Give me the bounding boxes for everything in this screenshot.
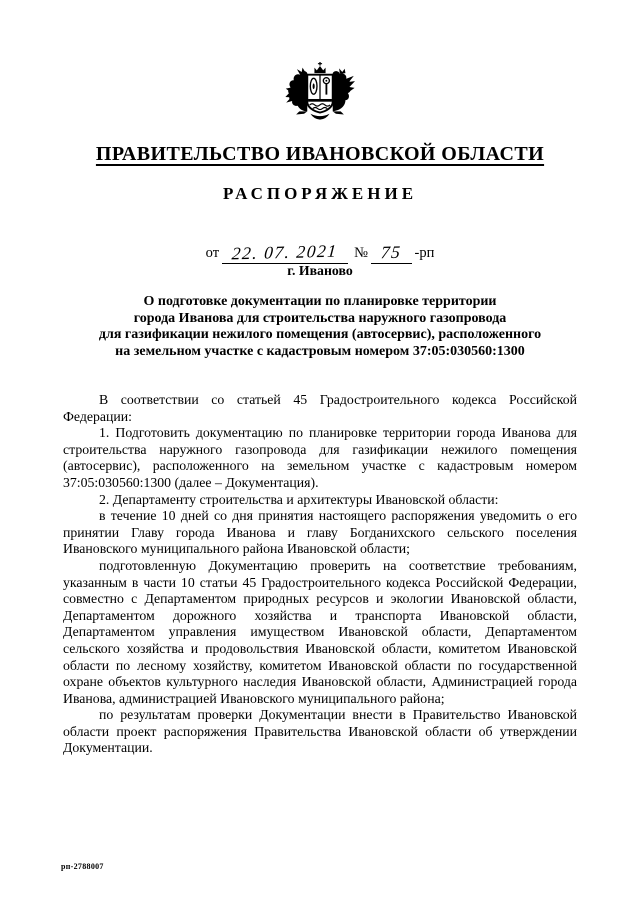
paragraph-review: подготовленную Документацию проверить на соответствие требованиям, указанным в части 10 статьи 45 Градостроительного кодекса Российской Федерации, совместно с Департаментом природных ресурсов и экологии Ивановской области, Департаментом дорожного хозяйства и транспорта Ивановской области, Департаментом управления имуществом Ивановской области, Департаментом сельского хозяйства и продовольствия Ивановской области, комитетом Ивановской области по лесному хозяйству, комитетом Ивановской области по государственной охране объектов культурного наследия Ивановской области, Администрацией города Иванова, администрацией Ивановского муниципального района; (63, 557, 577, 706)
title-line: города Иванова для строительства наружного газопровода (133, 310, 507, 326)
title-line: О подготовке документации по планировке территории (143, 294, 497, 309)
document-title (30, 294, 610, 360)
date-blank-line (222, 241, 348, 264)
number-value-handwritten: 75 (380, 241, 403, 263)
paragraph-notify: в течение 10 дней со дня принятия настоящего распоряжения уведомить о его принятии Главу города Иванова и главу Богданихского сельского поселения Ивановского муниципального района Ивановской области; (63, 508, 577, 557)
document-body (63, 392, 577, 757)
coat-of-arms-icon (0, 62, 640, 137)
date-prefix-label: от (205, 245, 220, 261)
date-number-line (0, 241, 640, 264)
doc-type-heading: РАСПОРЯЖЕНИЕ (222, 184, 418, 203)
paragraph-item-2: 2. Департаменту строительства и архитектуры Ивановской области: (99, 491, 499, 507)
title-line: для газификации нежилого помещения (автосервис), расположенного (98, 327, 542, 343)
number-blank-line (371, 241, 412, 264)
paragraph-item-1: 1. Подготовить документацию по планировке территории города Иванова для строительства наружного газопровода для газификации нежилого помещения (автосервис), расположенного на земельном участке с кадастровым номером 37:05:030560:1300 (далее – Документация). (63, 425, 577, 490)
paragraph-preamble: В соответствии со статьей 45 Градостроительного кодекса Российской Федерации: (63, 392, 577, 424)
date-value-handwritten: 22. 07. 2021 (231, 240, 339, 264)
number-suffix-label: -рп (414, 245, 435, 261)
number-sign-label: № (354, 245, 369, 261)
paragraph-submit: по результатам проверки Документации внести в Правительство Ивановской области проект распоряжения Правительства Ивановской области об утверждении Документации. (63, 707, 577, 756)
title-line: на земельном участке с кадастровым номером 37:05:030560:1300 (115, 343, 525, 359)
registration-code: рп-2788007 (61, 862, 104, 871)
city-label: г. Иваново (287, 263, 353, 278)
org-name-heading: ПРАВИТЕЛЬСТВО ИВАНОВСКОЙ ОБЛАСТИ (95, 143, 545, 165)
